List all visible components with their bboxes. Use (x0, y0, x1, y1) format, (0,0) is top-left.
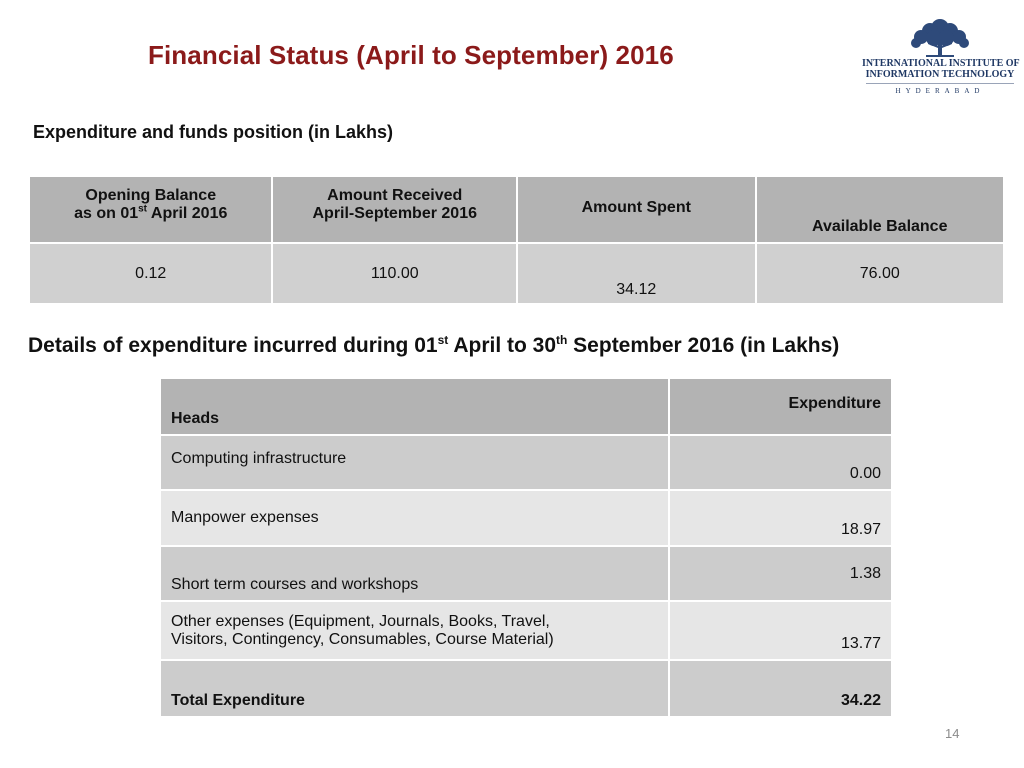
header-opening-balance (29, 177, 272, 243)
logo-text-line3: HYDERABAD (895, 87, 985, 95)
logo-divider (866, 83, 1014, 84)
row-head-short-term: Short term courses and workshops (161, 546, 669, 601)
table-row (161, 435, 891, 490)
header-opening-line1: Opening Balance (85, 187, 217, 204)
row-value-computing: 0.00 (669, 435, 891, 490)
table-row (161, 546, 891, 601)
table-row (161, 601, 891, 660)
row-value-total: 34.22 (669, 660, 891, 716)
logo-text-line1: INTERNATIONAL INSTITUTE OF (862, 58, 1020, 69)
header-expenditure: Expenditure (669, 379, 891, 435)
opening-line2-post: April 2016 (147, 205, 228, 222)
row-head-computing: Computing infrastructure (161, 435, 669, 490)
page-number: 14 (945, 726, 960, 741)
header-available-balance: Available Balance (756, 177, 1005, 243)
details-heading-sup1: st (437, 333, 449, 347)
value-amount-received: 110.00 (272, 243, 517, 303)
tree-icon (908, 18, 972, 58)
value-opening-balance: 0.12 (29, 243, 272, 303)
expenditure-table (161, 379, 891, 716)
value-amount-spent: 34.12 (517, 243, 755, 303)
opening-line2-sup: st (138, 203, 148, 215)
slide-title: Financial Status (April to September) 2016 (148, 40, 674, 70)
logo-text-line2: INFORMATION TECHNOLOGY (865, 69, 1015, 80)
row-value-other: 13.77 (669, 601, 891, 660)
table-row (161, 490, 891, 546)
row-head-other (161, 601, 669, 660)
opening-line2-pre: as on 01 (74, 205, 139, 222)
funds-header-row (29, 177, 1004, 243)
funds-value-row (29, 243, 1004, 303)
row-value-short-term: 1.38 (669, 546, 891, 601)
header-amount-spent: Amount Spent (517, 177, 755, 243)
funds-position-table (28, 177, 1005, 303)
expenditure-header-row (161, 379, 891, 435)
row-value-manpower: 18.97 (669, 490, 891, 546)
details-heading-pre: Details of expenditure incurred during 01 (28, 334, 438, 357)
value-available-balance: 76.00 (756, 243, 1005, 303)
expenditure-details-heading (28, 334, 839, 358)
header-received-line1: Amount Received (327, 187, 463, 204)
table-row (161, 660, 891, 716)
header-received-line2: April-September 2016 (312, 205, 477, 222)
institute-logo (862, 18, 1018, 98)
details-heading-mid: April to 30 (448, 334, 557, 357)
header-heads: Heads (161, 379, 669, 435)
details-heading-sup2: th (556, 333, 568, 347)
header-amount-received (272, 177, 517, 243)
funds-position-heading: Expenditure and funds position (in Lakhs) (33, 122, 394, 142)
row-head-manpower: Manpower expenses (161, 490, 669, 546)
row-head-total: Total Expenditure (161, 660, 669, 716)
details-heading-post: September 2016 (in Lakhs) (567, 334, 840, 357)
row-head-other-line1: Other expenses (Equipment, Journals, Books, Travel, (171, 612, 550, 630)
row-head-other-line2: Visitors, Contingency, Consumables, Course Material) (171, 630, 554, 648)
header-opening-line2 (30, 205, 271, 223)
